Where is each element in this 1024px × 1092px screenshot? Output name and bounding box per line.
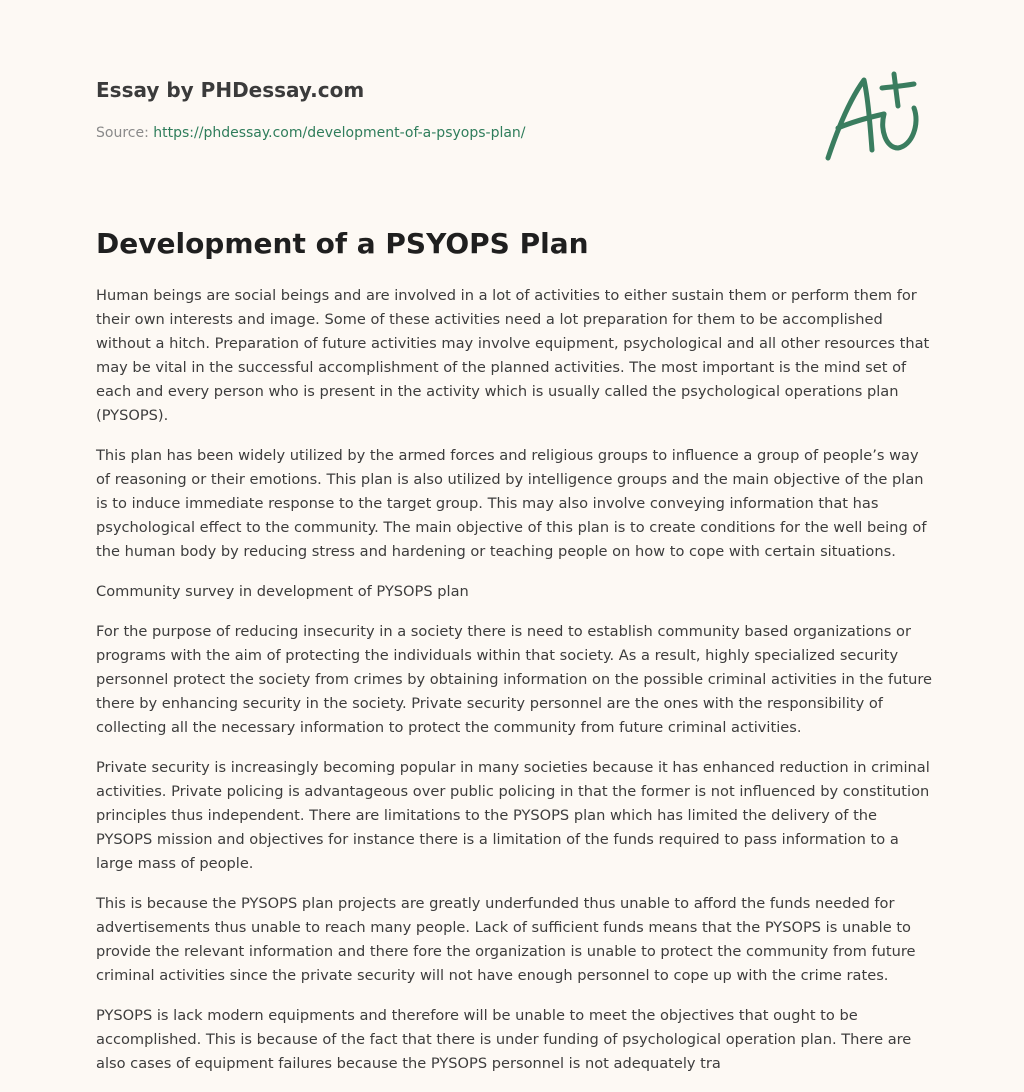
essay-paragraph: For the purpose of reducing insecurity in a society there is need to establish community based organizations or programs with the aim of protecting the individuals within that society. As a result, highly specialized security personnel protect the society from crimes by obtaining information on the possible criminal activities in the future there by enhancing security in the society. Private security personnel are the ones with the responsibility of collecting all the necessary information to protect the community from future criminal activities. (96, 623, 932, 736)
essay-title: Development of a PSYOPS Plan (96, 227, 589, 260)
site-brand: Essay by PHDessay.com (96, 78, 365, 102)
essay-paragraph: Human beings are social beings and are involved in a lot of activities to either sustain them or perform them for their own interests and image. Some of these activities need a lot preparation for them to be accomplished without a hitch. Preparation of future activities may involve equipment, psychological and all other resources that may be vital in the successful accomplishment of the planned activities. The most important is the mind set of each and every person who is present in the activity which is usually called the psychological operations plan (PYSOPS). (96, 287, 930, 424)
essay-paragraph: PYSOPS is lack modern equipments and therefore will be unable to meet the objectives that ought to be accomplished. This is because of the fact that there is under funding of psychological operation plan. There are also cases of equipment failures because the PYSOPS personnel is not adequately tra (96, 1007, 912, 1072)
essay-header (96, 76, 696, 143)
essay-paragraph: This plan has been widely utilized by the armed forces and religious groups to influence a group of people’s way of reasoning or their emotions. This plan is also utilized by intelligence groups and the main objective of the plan is to induce immediate response to the target group. This may also involve conveying information that has psychological effect to the community. The main objective of this plan is to create conditions for the well being of the human body by reducing stress and hardening or teaching people on how to cope with certain situations. (96, 447, 927, 560)
a-plus-logo-icon (822, 68, 932, 164)
essay-body (96, 284, 932, 1092)
source-line (96, 123, 696, 143)
essay-subheading: Community survey in development of PYSOPS plan (96, 583, 469, 600)
essay-paragraph: Private security is increasingly becoming popular in many societies because it has enhanced reduction in criminal activities. Private policing is advantageous over public policing in that the former is not influenced by constitution principles thus independent. There are limitations to the PYSOPS plan which has limited the delivery of the PYSOPS mission and objectives for instance there is a limitation of the funds required to pass information to a large mass of people. (96, 759, 930, 872)
essay-paragraph: This is because the PYSOPS plan projects are greatly underfunded thus unable to afford the funds needed for advertisements thus unable to reach many people. Lack of sufficient funds means that the PYSOPS is unable to provide the relevant information and there fore the organization is unable to protect the community from future criminal activities since the private security will not have enough personnel to cope up with the crime rates. (96, 895, 916, 984)
source-label: Source: (96, 125, 149, 141)
source-link[interactable]: https://phdessay.com/development-of-a-psyops-plan/ (153, 125, 526, 141)
